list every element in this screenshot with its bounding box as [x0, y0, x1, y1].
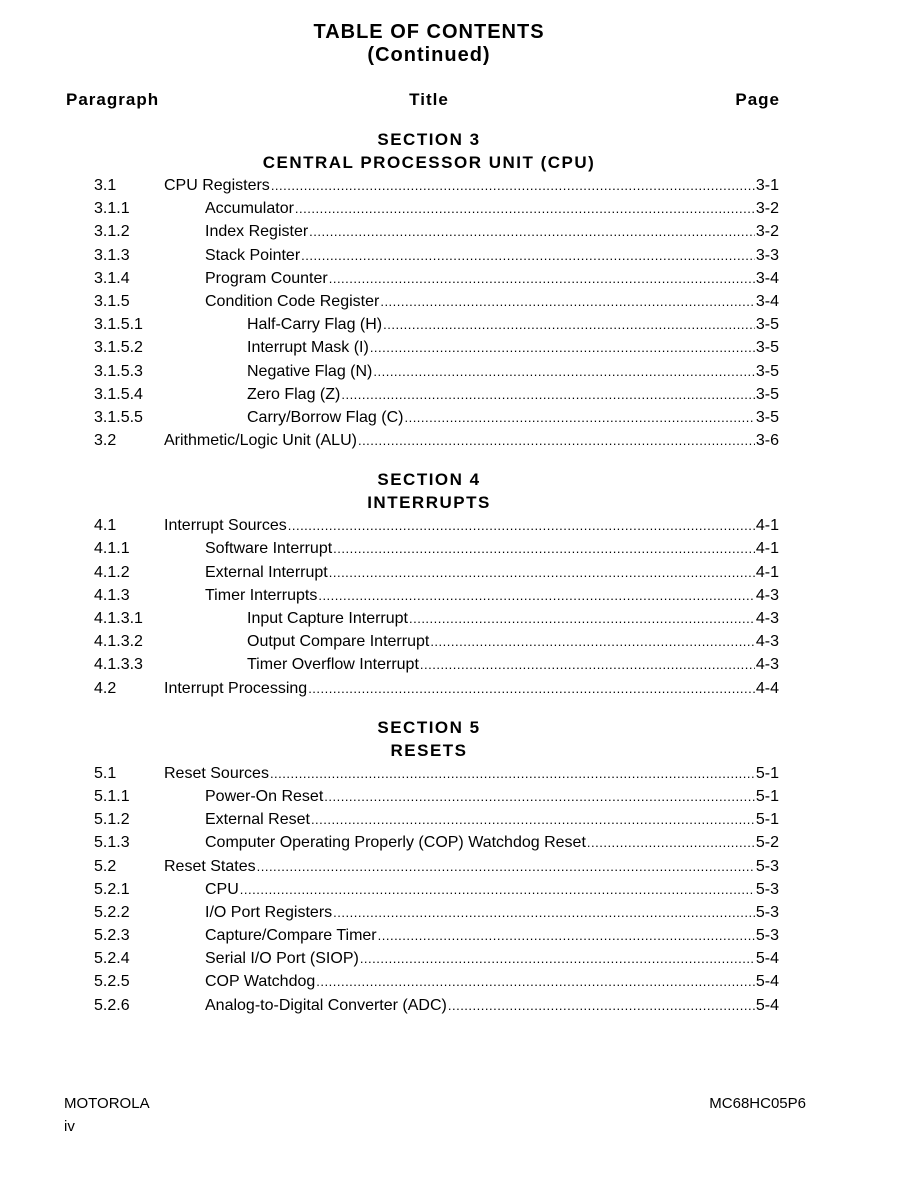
- toc-entry-page: 3-5: [755, 385, 779, 403]
- toc-entry-title: Capture/Compare Timer: [205, 927, 377, 945]
- toc-entry-number: 3.1.1: [94, 200, 130, 218]
- toc-entry-line: [205, 220, 779, 243]
- toc-entry[interactable]: [0, 514, 918, 537]
- toc-entry-page: 5-1: [755, 764, 779, 782]
- toc-entry-line: [205, 584, 779, 607]
- toc-section: [0, 468, 918, 700]
- dot-leader: [270, 762, 755, 785]
- toc-entry[interactable]: [0, 406, 918, 429]
- toc-entry-title: Negative Flag (N): [247, 362, 373, 380]
- toc-entry-title: Output Compare Interrupt: [247, 633, 430, 651]
- toc-entry[interactable]: [0, 831, 918, 854]
- dot-leader: [360, 947, 755, 970]
- footer-document-id: MC68HC05P6: [709, 1095, 806, 1112]
- section-subheading: INTERRUPTS: [367, 493, 491, 513]
- toc-entry-title: CPU: [205, 880, 239, 898]
- toc-entry-title: Timer Overflow Interrupt: [247, 656, 419, 674]
- toc-entry-page: 4-3: [755, 633, 779, 651]
- toc-entry[interactable]: [0, 360, 918, 383]
- dot-leader: [333, 537, 755, 560]
- toc-entry-page: 3-5: [755, 408, 779, 426]
- footer-publisher: MOTOROLA: [64, 1095, 150, 1112]
- toc-entry[interactable]: [0, 947, 918, 970]
- toc-entry-line: [164, 514, 779, 537]
- dot-leader: [404, 406, 754, 429]
- toc-entry-number: 5.2: [94, 857, 117, 875]
- toc-entry-line: [205, 924, 779, 947]
- dot-leader: [240, 878, 755, 901]
- toc-entry-line: [164, 677, 779, 700]
- toc-entry-page: 3-5: [755, 339, 779, 357]
- toc-entry-number: 4.1.2: [94, 563, 130, 581]
- toc-section: [0, 128, 918, 452]
- toc-entry[interactable]: [0, 785, 918, 808]
- toc-entry-number: 4.1.1: [94, 540, 130, 558]
- toc-entry[interactable]: [0, 561, 918, 584]
- dot-leader: [587, 831, 755, 854]
- toc-entry-number: 4.1: [94, 517, 117, 535]
- toc-entry[interactable]: [0, 313, 918, 336]
- toc-entry-line: [205, 537, 779, 560]
- toc-entry-line: [205, 947, 779, 970]
- toc-entry-page: 3-3: [755, 246, 779, 264]
- toc-entry-page: 4-3: [755, 610, 779, 627]
- toc-entry[interactable]: [0, 290, 918, 313]
- dot-leader: [257, 855, 755, 878]
- section-heading: SECTION 4: [377, 470, 481, 490]
- toc-entry-title: Serial I/O Port (SIOP): [205, 950, 359, 968]
- toc-entry-number: 3.1.5: [94, 292, 130, 310]
- toc-entry-number: 5.2.5: [94, 973, 130, 991]
- toc-entry-number: 3.1.4: [94, 269, 130, 287]
- dot-leader: [370, 336, 755, 359]
- toc-entry-page: 3-1: [755, 177, 779, 194]
- toc-entry-number: 3.1: [94, 177, 117, 194]
- toc-entry-page: 5-3: [755, 903, 779, 921]
- toc-entry-number: 5.2.4: [94, 950, 130, 968]
- toc-entry-page: 5-3: [755, 927, 779, 945]
- toc-entry-line: [205, 267, 779, 290]
- table-of-contents: [0, 128, 918, 1033]
- toc-entry-title: Power-On Reset: [205, 787, 324, 805]
- dot-leader: [329, 561, 755, 584]
- dot-leader: [324, 785, 755, 808]
- toc-entry-number: 3.1.5.1: [94, 316, 143, 334]
- toc-entry[interactable]: [0, 901, 918, 924]
- column-header-page: Page: [735, 90, 780, 109]
- toc-entry[interactable]: [0, 174, 918, 197]
- toc-entry-page: 4-1: [755, 517, 779, 535]
- toc-entry-title: Carry/Borrow Flag (C): [247, 408, 404, 426]
- toc-entry[interactable]: [0, 267, 918, 290]
- section-subheading: RESETS: [390, 740, 468, 760]
- toc-entry-line: [247, 383, 779, 406]
- toc-entry-title: COP Watchdog: [205, 973, 316, 991]
- dot-leader: [333, 901, 755, 924]
- toc-entry-line: [164, 174, 779, 197]
- toc-entry-page: 3-2: [755, 200, 779, 218]
- toc-entry-page: 5-2: [755, 834, 779, 852]
- dot-leader: [448, 994, 755, 1017]
- toc-entry-number: 3.1.3: [94, 246, 130, 264]
- section-heading: SECTION 5: [377, 717, 481, 737]
- dot-leader: [271, 174, 755, 197]
- toc-entry[interactable]: [0, 855, 918, 878]
- toc-entry-title: Half-Carry Flag (H): [247, 316, 383, 334]
- toc-entry-number: 4.1.3.1: [94, 610, 143, 627]
- dot-leader: [318, 584, 755, 607]
- dot-leader: [409, 607, 755, 630]
- dot-leader: [358, 429, 755, 452]
- toc-entry[interactable]: [0, 244, 918, 267]
- toc-entry[interactable]: [0, 970, 918, 993]
- dot-leader: [420, 653, 755, 676]
- toc-entry-line: [164, 429, 779, 452]
- toc-entry[interactable]: [0, 584, 918, 607]
- column-header-paragraph: Paragraph: [66, 90, 160, 109]
- toc-entry-page: 3-5: [755, 362, 779, 380]
- toc-entry-title: Accumulator: [205, 200, 294, 218]
- toc-entry-page: 5-4: [755, 996, 779, 1014]
- toc-entry-page: 5-4: [755, 950, 779, 968]
- dot-leader: [308, 677, 755, 700]
- toc-entry-page: 4-3: [755, 586, 779, 604]
- dot-leader: [380, 290, 755, 313]
- toc-entry[interactable]: [0, 762, 918, 785]
- toc-entry-line: [205, 831, 779, 854]
- toc-entry[interactable]: [0, 808, 918, 831]
- toc-entry-title: Timer Interrupts: [205, 586, 318, 604]
- toc-entry[interactable]: [0, 994, 918, 1017]
- dot-leader: [378, 924, 755, 947]
- toc-entry[interactable]: [0, 924, 918, 947]
- toc-entry-page: 5-3: [755, 880, 779, 898]
- toc-entry-title: Input Capture Interrupt: [247, 610, 408, 627]
- toc-entry-number: 3.2: [94, 432, 117, 450]
- dot-leader: [373, 360, 755, 383]
- dot-leader: [341, 383, 755, 406]
- toc-entry-title: Interrupt Sources: [164, 517, 287, 535]
- toc-entry-page: 5-3: [755, 857, 779, 875]
- toc-entry[interactable]: [0, 630, 918, 653]
- toc-entry[interactable]: [0, 878, 918, 901]
- toc-entry-line: [205, 785, 779, 808]
- toc-entry-number: 3.1.2: [94, 223, 130, 241]
- dot-leader: [301, 244, 755, 267]
- toc-entry[interactable]: [0, 537, 918, 560]
- toc-entry-number: 5.1.3: [94, 834, 130, 852]
- toc-entry[interactable]: [0, 383, 918, 406]
- section-heading: SECTION 3: [377, 130, 481, 149]
- toc-entry-number: 5.1: [94, 764, 117, 782]
- toc-entry-title: Analog-to-Digital Converter (ADC): [205, 996, 447, 1014]
- toc-entry-title: Stack Pointer: [205, 246, 301, 264]
- toc-entry-page: 5-1: [755, 787, 779, 805]
- dot-leader: [329, 267, 755, 290]
- toc-entry-page: 5-4: [755, 973, 779, 991]
- dot-leader: [316, 970, 755, 993]
- toc-entry-number: 3.1.5.4: [94, 385, 143, 403]
- toc-entry[interactable]: [0, 607, 918, 630]
- toc-entry-title: Arithmetic/Logic Unit (ALU): [164, 432, 357, 450]
- toc-entry-page: 4-4: [755, 679, 779, 697]
- toc-entry-page: 5-1: [755, 811, 779, 829]
- page-title: TABLE OF CONTENTS: [313, 21, 545, 43]
- toc-entry-line: [205, 290, 779, 313]
- toc-entry-title: External Reset: [205, 811, 310, 829]
- footer-page-number: iv: [64, 1118, 75, 1135]
- toc-entry-page: 3-4: [755, 269, 779, 287]
- toc-entry-title: Interrupt Mask (I): [247, 339, 369, 357]
- toc-entry-line: [205, 901, 779, 924]
- toc-entry-title: Zero Flag (Z): [247, 385, 341, 403]
- toc-entry-number: 3.1.5.2: [94, 339, 143, 357]
- toc-entry-number: 5.2.3: [94, 927, 130, 945]
- toc-entry-line: [205, 878, 779, 901]
- toc-entry[interactable]: [0, 429, 918, 452]
- toc-entry-number: 3.1.5.5: [94, 408, 143, 426]
- toc-entry-line: [164, 762, 779, 785]
- toc-entry-number: 4.1.3.2: [94, 633, 143, 651]
- toc-entry-line: [247, 607, 779, 630]
- toc-entry-line: [205, 561, 779, 584]
- toc-entry-page: 3-4: [755, 292, 779, 310]
- dot-leader: [311, 808, 755, 831]
- section-subheading: CENTRAL PROCESSOR UNIT (CPU): [262, 153, 596, 172]
- toc-entry-title: Interrupt Processing: [164, 679, 308, 697]
- toc-entry-number: 5.1.1: [94, 787, 130, 805]
- toc-entry[interactable]: [0, 220, 918, 243]
- dot-leader: [383, 313, 755, 336]
- toc-entry-number: 5.2.2: [94, 903, 130, 921]
- toc-entry-title: Condition Code Register: [205, 292, 380, 310]
- toc-entry-line: [247, 360, 779, 383]
- dot-leader: [295, 197, 755, 220]
- toc-entry-number: 5.2.1: [94, 880, 130, 898]
- toc-entry-page: 3-6: [755, 432, 779, 450]
- toc-entry-title: Software Interrupt: [205, 540, 333, 558]
- toc-entry-line: [205, 197, 779, 220]
- toc-entry-line: [205, 970, 779, 993]
- toc-entry-page: 4-1: [755, 563, 779, 581]
- toc-entry-title: External Interrupt: [205, 563, 328, 581]
- toc-entry-line: [205, 244, 779, 267]
- toc-entry-number: 4.1.3: [94, 586, 130, 604]
- toc-entry-page: 3-5: [755, 316, 779, 334]
- toc-entry-title: Reset Sources: [164, 764, 269, 782]
- dot-leader: [309, 220, 755, 243]
- toc-entry-number: 5.1.2: [94, 811, 130, 829]
- dot-leader: [430, 630, 755, 653]
- toc-entry[interactable]: [0, 197, 918, 220]
- toc-entry-title: Computer Operating Properly (COP) Watchdog Reset: [205, 834, 586, 852]
- toc-entry-number: 5.2.6: [94, 996, 130, 1014]
- toc-entry-line: [247, 653, 779, 676]
- toc-entry[interactable]: [0, 336, 918, 359]
- toc-entry-line: [247, 406, 779, 429]
- toc-entry-page: 4-3: [755, 656, 779, 674]
- toc-entry-line: [205, 808, 779, 831]
- toc-entry-page: 3-2: [755, 223, 779, 241]
- toc-entry-number: 4.1.3.3: [94, 656, 143, 674]
- toc-entry-line: [247, 313, 779, 336]
- toc-entry-title: CPU Registers: [164, 177, 270, 194]
- dot-leader: [288, 514, 755, 537]
- toc-entry-title: I/O Port Registers: [205, 903, 333, 921]
- toc-entry-line: [164, 855, 779, 878]
- toc-entry-number: 3.1.5.3: [94, 362, 143, 380]
- toc-entry-line: [247, 630, 779, 653]
- toc-entry-title: Reset States: [164, 857, 256, 875]
- toc-entry[interactable]: [0, 653, 918, 676]
- toc-entry-page: 4-1: [755, 540, 779, 558]
- toc-entry-line: [205, 994, 779, 1017]
- toc-entry-title: Program Counter: [205, 269, 328, 287]
- toc-section: [0, 716, 918, 1017]
- toc-entry-number: 4.2: [94, 679, 117, 697]
- toc-entry-title: Index Register: [205, 223, 309, 241]
- column-header-title: Title: [409, 90, 449, 109]
- toc-entry[interactable]: [0, 677, 918, 700]
- toc-entry-line: [247, 336, 779, 359]
- page-subtitle: (Continued): [367, 44, 491, 66]
